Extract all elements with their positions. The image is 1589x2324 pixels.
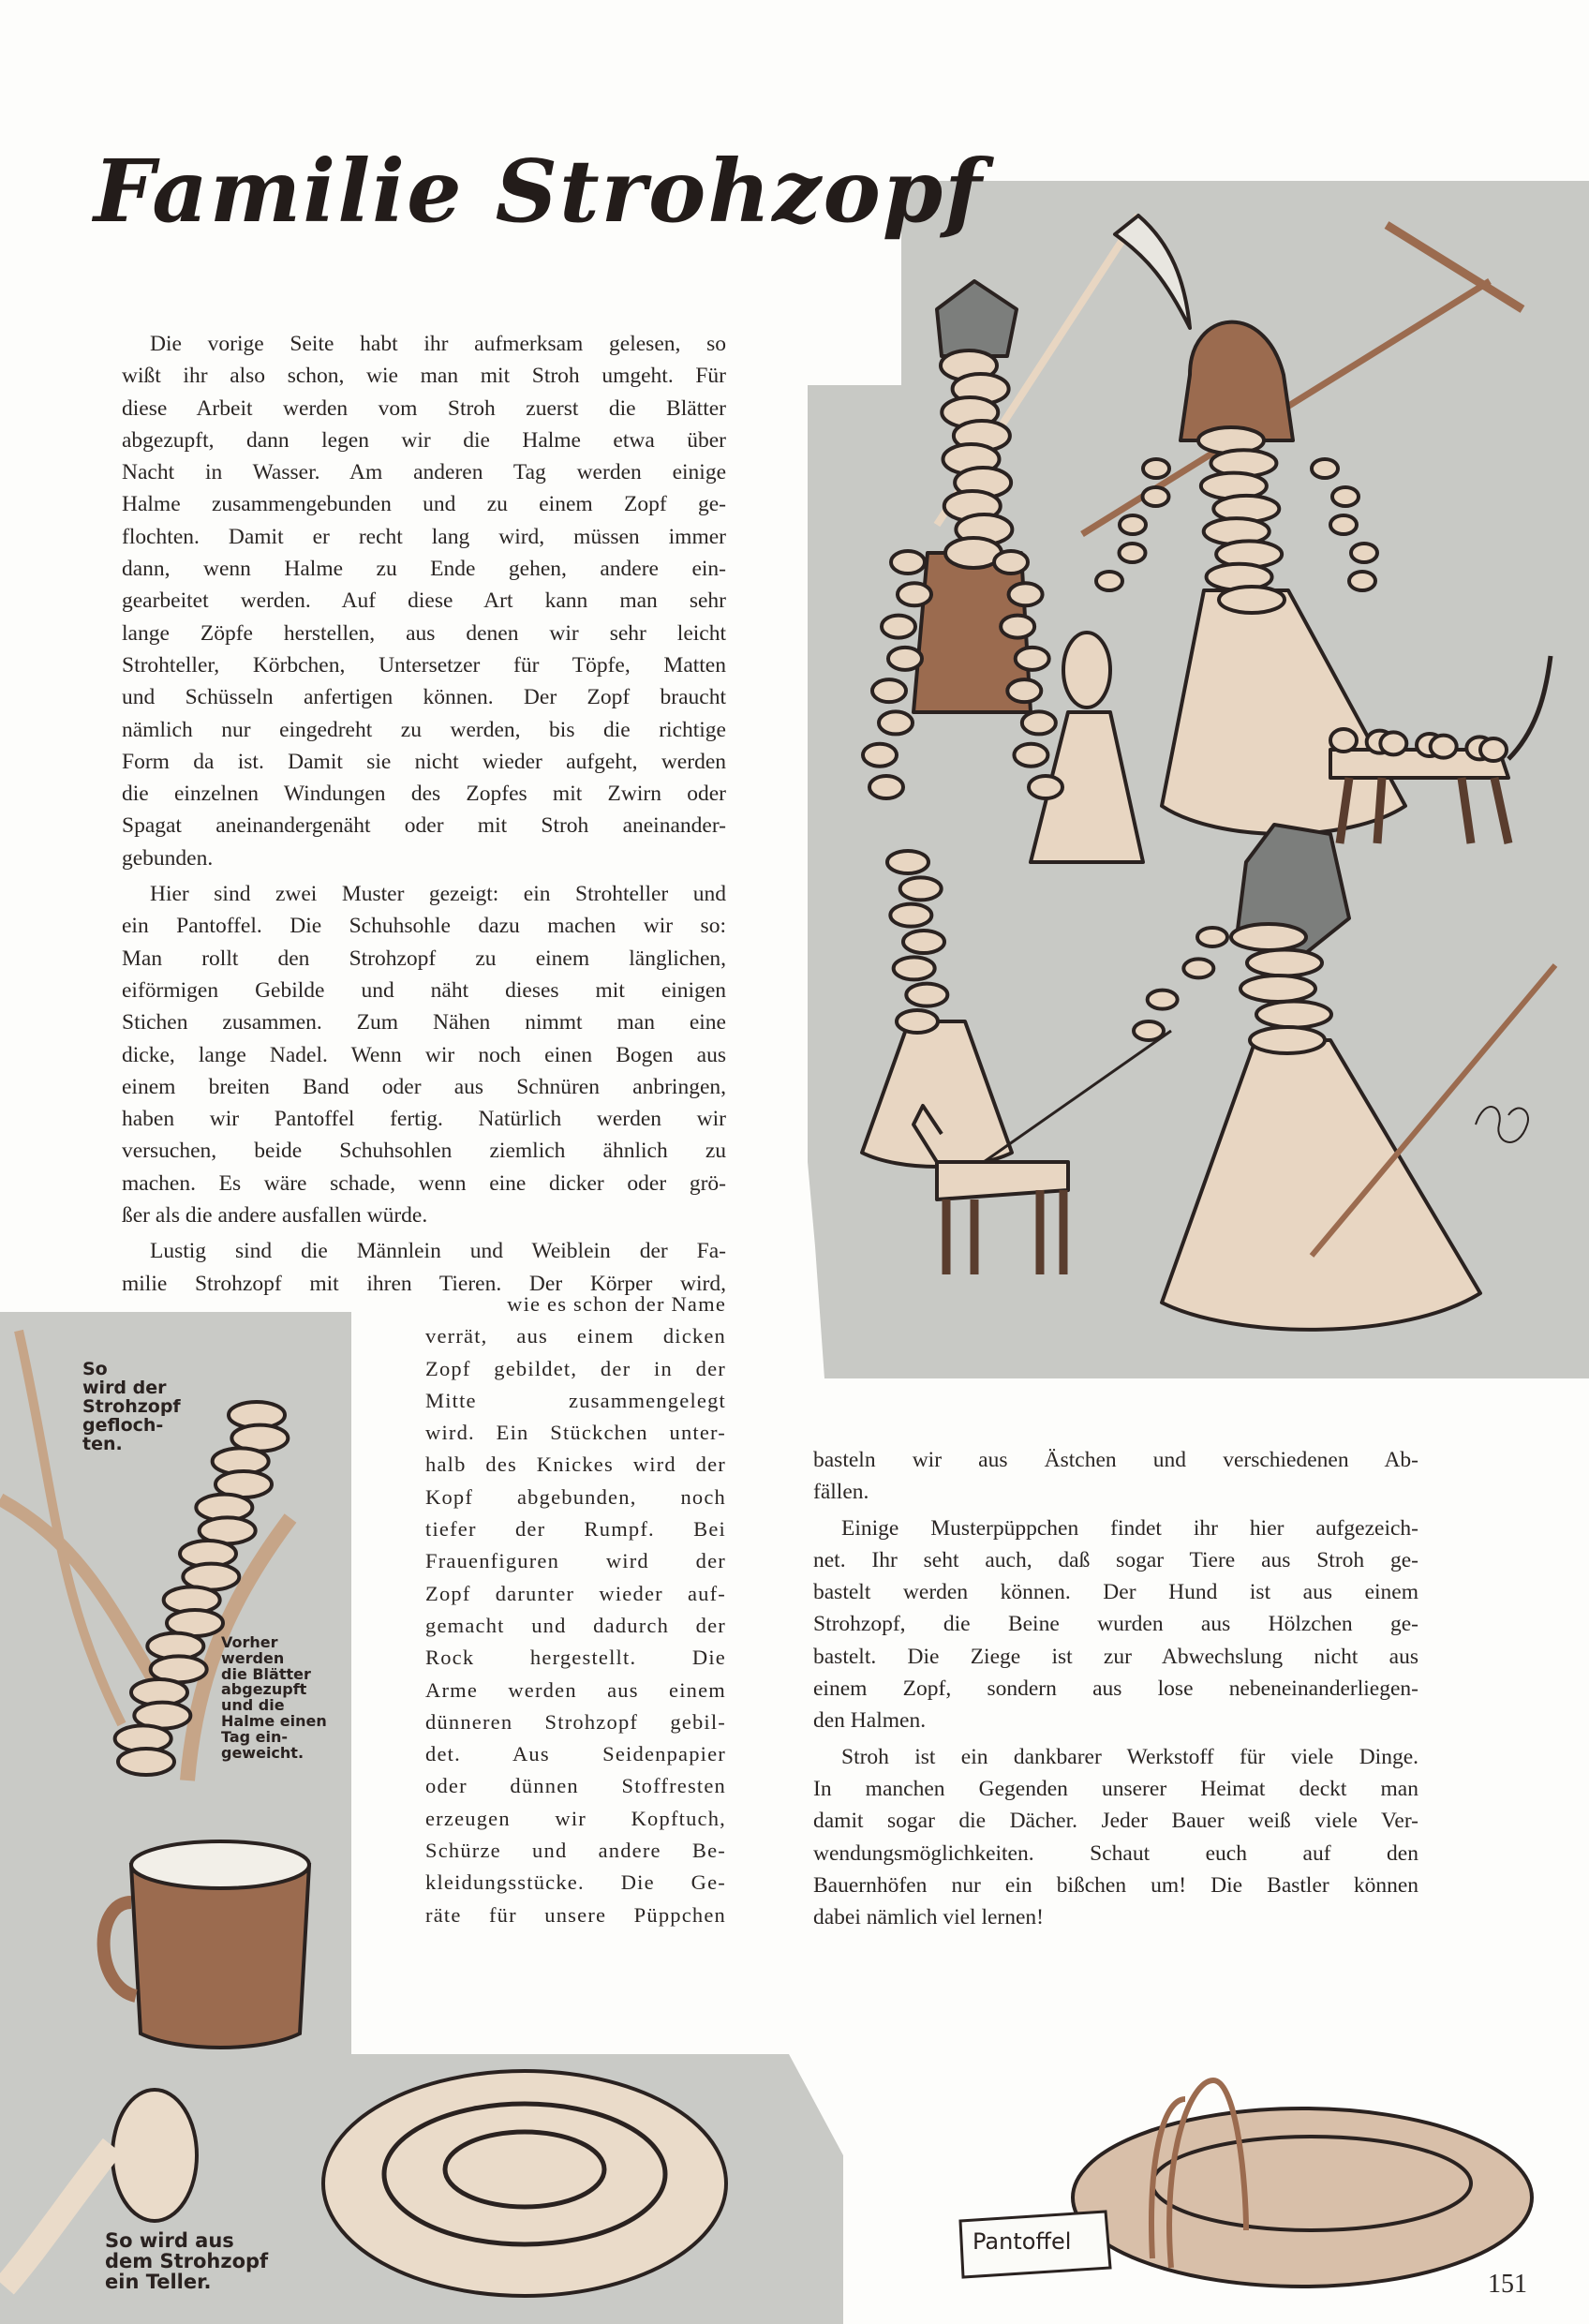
- text-line: nämlich nur eingedreht zu werden, bis die richtige: [122, 717, 726, 742]
- text-line: Strohzopf, die Beine wurden aus Hölzchen ge-: [813, 1612, 1418, 1637]
- page-number: 151: [1488, 2270, 1527, 2299]
- text-line: wendungsmöglichkeiten. Schaut euch auf den: [813, 1840, 1418, 1866]
- braid-segment: [863, 744, 897, 767]
- braid-segment: [872, 679, 906, 702]
- braid-coil: [112, 2090, 197, 2221]
- text-line: halb des Knickes wird der: [425, 1452, 726, 1477]
- braid-segment: [1380, 732, 1406, 754]
- caption-line: dem Strohzopf: [105, 2250, 269, 2273]
- text-line: Halme zusammengebunden und zu einem Zopf ge-: [122, 492, 726, 517]
- braid-segment: [1247, 950, 1322, 976]
- braid-segment: [1143, 459, 1169, 478]
- braid-segment: [1120, 515, 1146, 534]
- braid-segment: [1001, 616, 1034, 638]
- text-line: haben wir Pantoffel fertig. Natürlich werden wir: [122, 1107, 726, 1132]
- text-line: milie Strohzopf mit ihren Tieren. Der Körper wird,: [122, 1271, 726, 1296]
- text-line: wißt ihr also schon, wie man mit Stroh umgeht. Für: [122, 364, 726, 389]
- caption-line: wird der: [82, 1377, 167, 1398]
- text-line: bastelt werden können. Der Hund ist aus einem: [813, 1580, 1418, 1605]
- text-line: wird. Ein Stückchen unter-: [425, 1421, 726, 1445]
- braid-segment: [1197, 928, 1227, 946]
- text-line: Strohteller, Körbchen, Untersetzer für Töpfe, Matten: [122, 652, 726, 678]
- text-line: Einige Musterpüppchen findet ihr hier aufgezeich-: [841, 1515, 1418, 1541]
- text-line: In manchen Gegenden unserer Heimat deckt man: [813, 1776, 1418, 1801]
- text-line: wie es schon der Name: [507, 1292, 726, 1316]
- braid-segment: [1014, 744, 1047, 767]
- text-line: verrät, aus einem dicken: [425, 1324, 726, 1348]
- text-line: damit sogar die Dächer. Jeder Bauer weiß viele Ver-: [813, 1809, 1418, 1834]
- text-line: Stichen zusammen. Zum Nähen nimmt man eine: [122, 1010, 726, 1035]
- text-line: Bauernhöfen nur ein bißchen um! Die Bastler können: [813, 1872, 1418, 1898]
- text-line: Zopf darunter wieder auf-: [425, 1581, 726, 1605]
- braid-segment: [887, 851, 928, 873]
- braid-segment: [906, 984, 947, 1006]
- caption-line: So wird aus: [105, 2229, 234, 2252]
- braid-segment: [1148, 991, 1178, 1009]
- text-line: erzeugen wir Kopftuch,: [425, 1806, 726, 1830]
- braid-segment: [882, 616, 915, 638]
- text-line: dabei nämlich viel lernen!: [813, 1905, 1044, 1930]
- text-line: flochten. Damit er recht lang wird, müssen immer: [122, 524, 726, 549]
- braid-segment: [1330, 515, 1357, 534]
- braid-segment: [1016, 648, 1049, 670]
- text-line: einem breiten Band oder aus Schnüren anbringen,: [122, 1074, 726, 1099]
- text-line: Rock hergestellt. Die: [425, 1646, 726, 1670]
- text-line: gearbeitet werden. Auf diese Art kann man sehr: [122, 588, 726, 614]
- caption-line: die Blätter: [221, 1664, 311, 1683]
- text-line: den Halmen.: [813, 1708, 927, 1734]
- text-line: Nacht in Wasser. Am anderen Tag werden einige: [122, 460, 726, 485]
- caption-line: abgezupft: [221, 1680, 307, 1699]
- main-text-column: [122, 328, 726, 1300]
- braid-segment: [1332, 487, 1359, 506]
- text-line: basteln wir aus Ästchen und verschiedenen Ab-: [813, 1448, 1418, 1472]
- text-line: Arme werden aus einem: [425, 1677, 726, 1702]
- braid-segment: [1250, 1027, 1325, 1053]
- braid-segment: [118, 1749, 174, 1775]
- caption-soak: [221, 1635, 327, 1761]
- caption-line: ten.: [82, 1433, 123, 1454]
- braid-segment: [1240, 976, 1315, 1002]
- braid-segment: [1480, 738, 1507, 761]
- narrow-text-column: [425, 1289, 726, 1931]
- braid-segment: [1096, 572, 1122, 590]
- text-line: ßer als die andere ausfallen würde.: [122, 1203, 428, 1229]
- braid-segment: [1431, 736, 1457, 758]
- caption-line: gefloch-: [82, 1414, 164, 1436]
- text-line: bastelt. Die Ziege ist zur Abwechslung nicht aus: [813, 1644, 1418, 1669]
- text-line: diese Arbeit werden vom Stroh zuerst die Blätter: [122, 395, 726, 421]
- caption-slipper: Pantoffel: [973, 2228, 1072, 2255]
- braid-segment: [1120, 544, 1146, 562]
- braid-segment: [890, 904, 931, 927]
- text-line: Lustig sind die Männlein und Weiblein der Fa-: [150, 1239, 726, 1264]
- text-line: machen. Es wäre schade, wenn eine dicker oder grö-: [122, 1170, 726, 1196]
- braid-segment: [1219, 587, 1285, 613]
- braid-segment: [1231, 924, 1306, 950]
- caption-line: Vorher: [221, 1633, 278, 1651]
- text-line: dünneren Strohzopf gebil-: [425, 1709, 726, 1734]
- text-line: versuchen, beide Schuhsohlen ziemlich ähnlich zu: [122, 1139, 726, 1164]
- text-line: tiefer der Rumpf. Bei: [425, 1517, 726, 1542]
- braid-segment: [1349, 572, 1375, 590]
- caption-line: ein Teller.: [105, 2271, 212, 2294]
- braid-segment: [1007, 679, 1041, 702]
- text-line: und Schüsseln anfertigen können. Der Zopf braucht: [122, 685, 726, 710]
- caption-line: Strohzopf: [82, 1395, 181, 1417]
- text-line: einem Zopf, sondern aus lose nebeneinanderliegen-: [813, 1676, 1418, 1702]
- braid-segment: [897, 1010, 938, 1033]
- text-line: det. Aus Seidenpapier: [425, 1742, 726, 1766]
- right-text-column: [813, 1444, 1418, 1933]
- braid-segment: [903, 931, 944, 953]
- text-line: Die vorige Seite habt ihr aufmerksam gelesen, so: [150, 332, 726, 356]
- cup-icon: [131, 1865, 309, 2048]
- text-line: eiförmigen Gebilde und näht dieses mit einigen: [122, 977, 726, 1003]
- caption-line: werden: [221, 1648, 285, 1667]
- caption-line: und die: [221, 1696, 285, 1715]
- braid-segment: [1351, 544, 1377, 562]
- text-line: Schürze und andere Be-: [425, 1839, 726, 1863]
- text-line: fällen.: [813, 1480, 869, 1505]
- text-line: oder dünnen Stoffresten: [425, 1774, 726, 1798]
- caption-line: Tag ein-: [221, 1727, 289, 1746]
- braid-segment: [994, 551, 1028, 574]
- page-title: Familie Strohzopf: [94, 141, 984, 242]
- text-line: die einzelnen Windungen des Zopfes mit Zwirn oder: [122, 782, 726, 807]
- text-line: Man rollt den Strohzopf zu einem länglichen,: [122, 946, 726, 971]
- caption-plate: [105, 2230, 268, 2292]
- braid-segment: [1134, 1021, 1164, 1040]
- text-line: räte für unsere Püppchen: [425, 1902, 726, 1927]
- caption-braid: [82, 1361, 181, 1454]
- text-line: Form da ist. Damit sie nicht wieder aufgeht, werden: [122, 749, 726, 774]
- text-line: dann, wenn Halme zu Ende gehen, andere ein-: [122, 557, 726, 582]
- braid-segment: [1183, 959, 1213, 977]
- text-line: net. Ihr seht auch, daß sogar Tiere aus Stroh ge-: [813, 1547, 1418, 1572]
- text-line: gemacht und dadurch der: [425, 1613, 726, 1637]
- text-line: Stroh ist ein dankbarer Werkstoff für viele Dinge.: [841, 1744, 1418, 1769]
- text-line: Frauenfiguren wird der: [425, 1549, 726, 1573]
- braid-segment: [898, 583, 931, 605]
- braid-segment: [869, 776, 903, 798]
- text-line: dicke, lange Nadel. Wenn wir noch einen Bogen aus: [122, 1042, 726, 1067]
- text-line: Spagat aneinandergenäht oder mit Stroh aneinander-: [122, 813, 726, 839]
- caption-line: Halme einen: [221, 1711, 327, 1730]
- text-line: Mitte zusammengelegt: [425, 1388, 726, 1412]
- braid-segment: [1256, 1002, 1331, 1028]
- text-line: Zopf gebildet, der in der: [425, 1356, 726, 1380]
- braid-segment: [894, 957, 935, 979]
- braid-segment: [879, 711, 913, 734]
- braid-segment: [888, 648, 922, 670]
- caption-line: geweicht.: [221, 1743, 304, 1762]
- braid-segment: [1009, 583, 1043, 605]
- text-line: kleidungsstücke. Die Ge-: [425, 1870, 726, 1895]
- braid-segment: [1022, 711, 1056, 734]
- braid-segment: [1143, 487, 1169, 506]
- text-line: lange Zöpfe herstellen, aus denen wir sehr leicht: [122, 620, 726, 646]
- text-line: gebunden.: [122, 845, 214, 871]
- text-line: ein Pantoffel. Die Schuhsohle dazu machen wir so:: [122, 914, 726, 939]
- braid-segment: [900, 877, 942, 900]
- braid-segment: [1312, 459, 1338, 478]
- text-line: Hier sind zwei Muster gezeigt: ein Strohteller und: [150, 882, 726, 907]
- braid-segment: [891, 551, 925, 574]
- braid-segment: [1330, 729, 1357, 752]
- caption-line: So: [82, 1359, 108, 1379]
- braid-segment: [1029, 776, 1062, 798]
- text-line: abgezupft, dann legen wir die Halme etwa über: [122, 427, 726, 453]
- text-line: Kopf abgebunden, noch: [425, 1484, 726, 1509]
